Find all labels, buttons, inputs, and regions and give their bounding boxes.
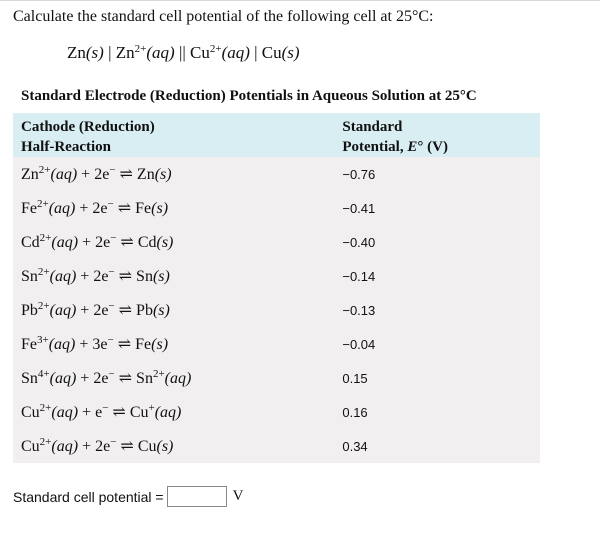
half-reaction — [13, 191, 312, 225]
product-charge: 2+ — [152, 368, 165, 380]
cathode-ion: Cu — [190, 43, 210, 62]
potential-header-line1: Standard — [342, 119, 403, 135]
half-reaction — [13, 293, 312, 327]
plus-sign: + — [78, 234, 96, 251]
reactant-charge: 2+ — [37, 266, 50, 278]
product-species: Pb — [136, 302, 153, 319]
reactant-charge: 2+ — [37, 300, 50, 312]
electron-charge: − — [110, 436, 117, 448]
product-phase: (s) — [152, 302, 170, 319]
equilibrium-arrow: ⇌ — [114, 302, 137, 319]
product-phase: (s) — [151, 336, 169, 353]
reactant-phase: (aq) — [51, 438, 79, 455]
table-title: Standard Electrode (Reduction) Potentials in Aqueous Solution at 25°C — [21, 88, 477, 104]
reactant-charge: 4+ — [37, 368, 50, 380]
equilibrium-arrow: ⇌ — [116, 234, 138, 251]
anode-metal: Zn — [67, 43, 86, 62]
cathode-ion-phase: (aq) — [221, 43, 250, 62]
potential-value: −0.40 — [342, 234, 376, 250]
reactant-charge: 3+ — [37, 334, 49, 346]
equilibrium-arrow: ⇌ — [113, 200, 136, 217]
potential-value: −0.04 — [342, 336, 376, 352]
half-reaction — [13, 327, 312, 361]
table-header-row — [13, 113, 540, 157]
reactant-charge: 2+ — [38, 164, 51, 176]
electrons: 2e — [94, 166, 110, 183]
electrons: 2e — [95, 438, 111, 455]
plus-sign: + — [75, 200, 93, 217]
product-charge: + — [148, 402, 155, 414]
reactant-charge: 2+ — [39, 402, 52, 414]
cell-potential-input[interactable] — [167, 486, 227, 507]
reactant-ion: Sn — [21, 370, 38, 387]
product-species: Zn — [136, 166, 155, 183]
product-species: Fe — [135, 336, 152, 353]
reaction-column-header — [13, 113, 312, 157]
anode-phase: (s) — [85, 43, 104, 62]
product-species: Fe — [135, 200, 152, 217]
electrons: 2e — [92, 200, 108, 217]
product-phase: (s) — [156, 234, 174, 251]
potential-value: −0.76 — [342, 166, 376, 182]
salt-bridge: || — [174, 43, 190, 62]
cathode-ion-charge: 2+ — [209, 43, 222, 55]
electron-charge: − — [107, 198, 114, 210]
cathode-phase: (s) — [281, 43, 300, 62]
reactant-phase: (aq) — [49, 302, 77, 319]
table-row — [13, 361, 540, 395]
electrons: 3e — [92, 336, 108, 353]
reactant-phase: (aq) — [50, 166, 78, 183]
cathode-metal: Cu — [261, 43, 282, 62]
table-row — [13, 157, 540, 191]
electrons: e — [95, 404, 103, 421]
unit-label: V — [232, 488, 244, 504]
potential-value: 0.34 — [342, 438, 368, 454]
equilibrium-arrow: ⇌ — [116, 438, 138, 455]
half-reaction — [13, 259, 312, 293]
potential-header-prefix: Potential, — [342, 139, 408, 155]
potential-degree: ° — [417, 139, 424, 155]
reactant-phase: (aq) — [51, 234, 79, 251]
electrons: 2e — [93, 302, 109, 319]
reactant-phase: (aq) — [49, 268, 77, 285]
table-row — [13, 327, 540, 361]
reaction-header-line2: Half-Reaction — [21, 139, 111, 155]
equilibrium-arrow: ⇌ — [114, 268, 137, 285]
equilibrium-arrow: ⇌ — [113, 336, 136, 353]
table-row — [13, 191, 540, 225]
table-row — [13, 259, 540, 293]
answer-area — [13, 486, 243, 507]
electrons: 2e — [93, 268, 109, 285]
half-reaction — [13, 225, 312, 259]
product-phase: (aq) — [154, 404, 182, 421]
potential-column-header — [312, 113, 540, 157]
half-reaction — [13, 157, 312, 191]
electron-charge: − — [110, 232, 117, 244]
potential-unit: (V) — [423, 139, 448, 155]
answer-label: Standard cell potential = — [13, 488, 164, 505]
anode-ion: Zn — [115, 43, 135, 62]
table-row — [13, 293, 540, 327]
product-phase: (s) — [154, 166, 172, 183]
reactant-phase: (aq) — [48, 200, 76, 217]
question-text: Calculate the standard cell potential of the following cell at 25°C: — [13, 8, 434, 25]
potential-symbol: E — [407, 139, 418, 155]
potentials-table-section — [13, 83, 540, 463]
phase-boundary: | — [249, 43, 262, 62]
half-reaction — [13, 429, 312, 463]
potential-value: −0.41 — [342, 200, 376, 216]
product-species: Sn — [136, 268, 153, 285]
plus-sign: + — [75, 336, 93, 353]
product-phase: (s) — [156, 438, 174, 455]
product-species: Cu — [129, 404, 149, 421]
reactant-phase: (aq) — [48, 336, 76, 353]
reactant-charge: 2+ — [37, 198, 49, 210]
product-phase: (s) — [152, 268, 170, 285]
plus-sign: + — [78, 438, 96, 455]
equilibrium-arrow: ⇌ — [108, 404, 130, 421]
plus-sign: + — [76, 370, 94, 387]
reactant-phase: (aq) — [51, 404, 79, 421]
potentials-table — [13, 113, 540, 463]
reactant-phase: (aq) — [49, 370, 77, 387]
half-reaction — [13, 395, 312, 429]
table-row — [13, 225, 540, 259]
cell-notation — [67, 43, 300, 63]
plus-sign: + — [76, 268, 94, 285]
anode-ion-phase: (aq) — [146, 43, 175, 62]
reactant-ion: Sn — [21, 268, 38, 285]
top-divider — [0, 0, 600, 1]
electron-charge: − — [107, 334, 114, 346]
reactant-charge: 2+ — [39, 436, 52, 448]
reactant-ion: Cu — [21, 438, 40, 455]
product-species: Sn — [136, 370, 153, 387]
electron-charge: − — [108, 368, 115, 380]
reactant-ion: Fe — [21, 200, 37, 217]
product-phase: (s) — [151, 200, 169, 217]
potential-value: −0.13 — [342, 302, 376, 318]
electron-charge: − — [108, 300, 115, 312]
product-phase: (aq) — [164, 370, 192, 387]
potential-value: 0.16 — [342, 404, 368, 420]
table-row — [13, 395, 540, 429]
product-species: Cu — [137, 438, 157, 455]
equilibrium-arrow: ⇌ — [114, 370, 137, 387]
electron-charge: − — [109, 164, 116, 176]
electrons: 2e — [93, 370, 109, 387]
electron-charge: − — [108, 266, 115, 278]
reactant-ion: Pb — [21, 302, 38, 319]
reactant-ion: Zn — [21, 166, 39, 183]
phase-boundary: | — [103, 43, 116, 62]
reactant-ion: Fe — [21, 336, 37, 353]
reaction-header-line1: Cathode (Reduction) — [21, 119, 155, 135]
anode-ion-charge: 2+ — [134, 43, 147, 55]
potential-value: 0.15 — [342, 370, 368, 386]
plus-sign: + — [76, 302, 94, 319]
equilibrium-arrow: ⇌ — [115, 166, 137, 183]
product-species: Cd — [137, 234, 157, 251]
reactant-ion: Cu — [21, 404, 40, 421]
reactant-ion: Cd — [21, 234, 40, 251]
electron-charge: − — [102, 402, 109, 414]
plus-sign: + — [77, 166, 95, 183]
potential-value: −0.14 — [342, 268, 376, 284]
half-reaction — [13, 361, 312, 395]
table-row — [13, 429, 540, 463]
plus-sign: + — [78, 404, 96, 421]
electrons: 2e — [95, 234, 111, 251]
reactant-charge: 2+ — [39, 232, 52, 244]
